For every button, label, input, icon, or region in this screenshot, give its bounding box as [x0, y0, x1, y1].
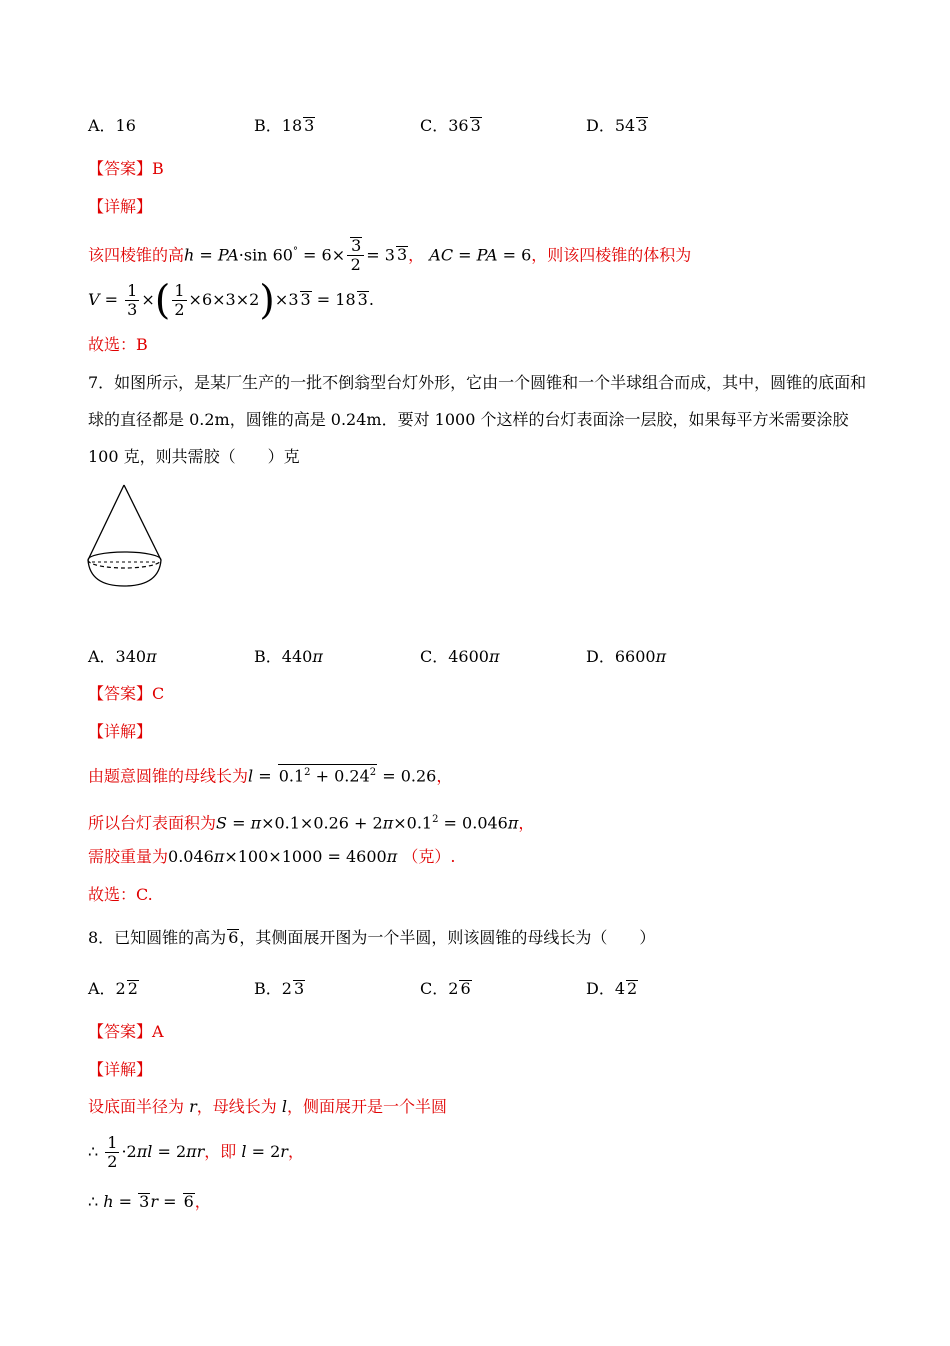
q6-answer: 【答案】B — [88, 159, 164, 178]
q7-options — [88, 645, 868, 669]
q7-conclusion: 故选：C. — [88, 885, 153, 904]
q7-option-a: A．340π — [88, 647, 157, 666]
q7-detail-label: 【详解】 — [88, 722, 153, 741]
q8-option-c: C．2 6 — [420, 979, 471, 998]
q8-step3: ∴ h = 3r = 6， — [88, 1192, 211, 1211]
q7-step3: 需胶重量为0.046π×100×1000 = 4600π （克）. — [88, 847, 456, 866]
q8-option-a: A．2 2 — [88, 979, 138, 998]
q6-option-d: D．54 3 — [586, 116, 648, 135]
q7-option-d: D．6600π — [586, 647, 667, 666]
q8-step2: ∴ $\frac{1}{2}$ ·2πl = 2πr，即 l = 2r， — [88, 1133, 304, 1171]
lamp-figure — [84, 482, 166, 590]
q6-option-a: A．16 — [88, 116, 136, 135]
q8-option-d: D．4 2 — [586, 979, 638, 998]
q7-step2: 所以台灯表面积为$S = \pi\times 0.1\times 0.26 + 2\pi\times 0.1^2 = 0.046\pi$， — [88, 813, 535, 833]
q6-option-c: C．36 3 — [420, 116, 481, 135]
q8-step1: 设底面半径为 r，母线长为 l，侧面展开是一个半圆 — [88, 1097, 448, 1116]
q8-options — [88, 977, 868, 1001]
q6-option-b: B．18 3 — [254, 116, 315, 135]
q7-answer: 【答案】C — [88, 684, 165, 703]
q8-stem: 8．已知圆锥的高为 6，其侧面展开图为一个半圆，则该圆锥的母线长为（ ） — [88, 928, 656, 947]
q8-detail-label: 【详解】 — [88, 1060, 153, 1079]
q7-stem: 7．如图所示，是某厂生产的一批不倒翁型台灯外形，它由一个圆锥和一个半球组合而成，其中，圆锥的底面和球的直径都是 0.2m，圆锥的高是 0.24m．要对 1000 个这样的台灯表面涂一层胶，如果每平方米需要涂胶 100 克，则共需胶（ ）克 — [88, 373, 867, 466]
q6-options — [88, 114, 868, 138]
q6-conclusion: 故选：B — [88, 335, 148, 354]
q6-detail-label: 【详解】 — [88, 197, 153, 216]
q8-answer: 【答案】A — [88, 1022, 164, 1041]
q7-option-c: C．4600π — [420, 647, 500, 666]
q8-option-b: B．2 3 — [254, 979, 305, 998]
q6-volume-formula: V = $\frac{1}{3}$ ×( $\frac{1}{2}$ ×6×3×2)×3 3 = 18 3. — [88, 277, 374, 324]
q7-option-b: B．440π — [254, 647, 323, 666]
q7-step1: 由题意圆锥的母线长为$l = 0.1^2 + 0.24^2 = 0.26$， — [88, 764, 452, 788]
q6-solution-line: 该四棱锥的高h = PA·sin 60° = 6× $\frac{3}{2}$ = 3 3， AC = PA = 6，则该四棱锥的体积为 — [88, 236, 692, 275]
